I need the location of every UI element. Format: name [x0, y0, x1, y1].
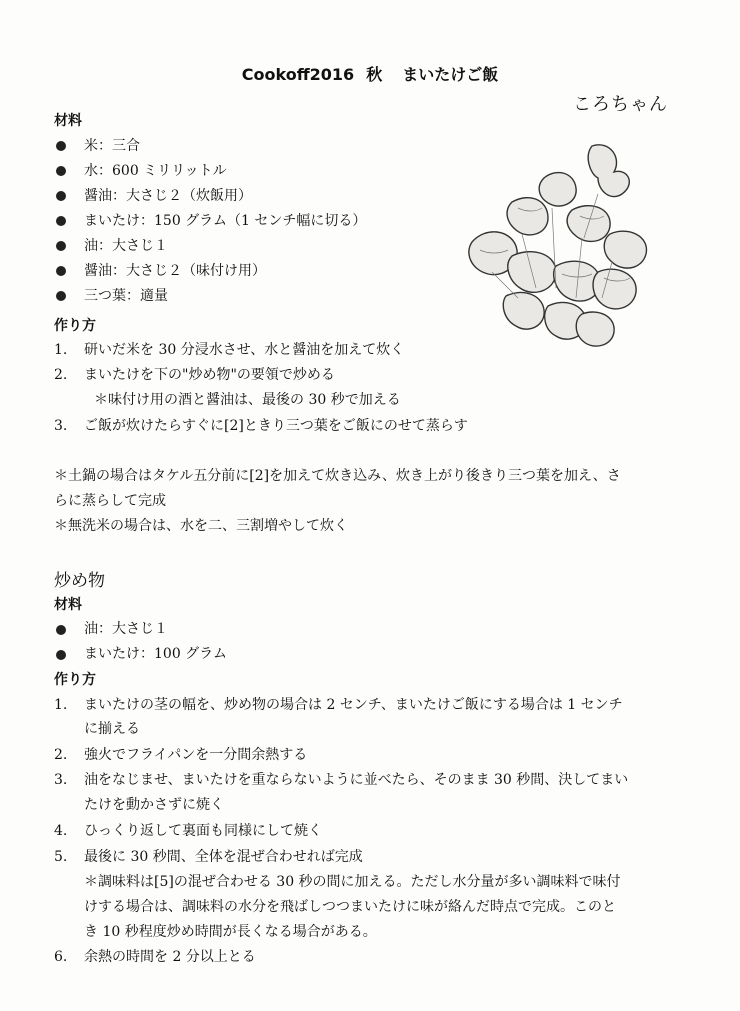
step-text: 油をなじませ、まいたけを重ならないように並べたら、そのまま 30 秒間、決してまい	[84, 772, 629, 788]
step-number: 3.	[54, 772, 68, 788]
step-number: 4.	[54, 823, 68, 839]
ingredient-item: 三つ葉：適量	[84, 288, 168, 304]
ingredients-heading: 材料	[54, 597, 82, 613]
step-text: まいたけを下の"炒め物"の要領で炒める	[84, 367, 335, 383]
step-text: 最後に 30 秒間、全体を混ぜ合わせれば完成	[84, 849, 363, 865]
step-number: 5.	[54, 849, 68, 865]
step-note: ＊調味料は[5]の混ぜ合わせる 30 秒の間に加える。ただし水分量が多い調味料で味付	[84, 874, 621, 890]
ingredient-item: まいたけ：100 グラム	[84, 646, 228, 662]
bullet-icon	[56, 141, 66, 151]
ingredient-item: まいたけ：150 グラム（1 センチ幅に切る）	[84, 213, 367, 229]
step-number: 1.	[54, 342, 68, 358]
bullet-icon	[56, 191, 66, 201]
note-line: ＊土鍋の場合はタケル五分前に[2]を加えて炊き込み、炊き上がり後きり三つ葉を加え、さ	[54, 468, 621, 484]
ingredient-item: 水：600 ミリリットル	[84, 163, 227, 179]
bullet-icon	[56, 650, 66, 660]
bullet-icon	[56, 166, 66, 176]
section-title: 炒め物	[54, 571, 105, 591]
step-note: き 10 秒程度炒め時間が長くなる場合がある。	[84, 924, 377, 940]
steps-heading: 作り方	[54, 318, 96, 334]
step-note: けする場合は、調味料の水分を飛ばしつつまいたけに味が絡んだ時点で完成。このと	[84, 899, 616, 915]
step-number: 6.	[54, 949, 68, 965]
ingredient-item: 油：大さじ１	[84, 621, 168, 637]
event-name: Cookoff2016	[241, 65, 355, 84]
step-number: 1.	[54, 697, 68, 713]
step-number: 2.	[54, 747, 68, 763]
maitake-mushroom-illustration	[452, 138, 674, 360]
maitake-cluster	[469, 145, 647, 346]
ingredient-item: 油：大さじ１	[84, 238, 168, 254]
step-text: まいたけの茎の幅を、炒め物の場合は 2 センチ、まいたけご飯にする場合は 1 センチ	[84, 697, 623, 713]
ingredient-item: 醤油：大さじ２（味付け用）	[84, 263, 266, 279]
note-line: ＊無洗米の場合は、水を二、三割増やして炊く	[54, 518, 348, 534]
season: 秋	[366, 65, 383, 84]
step-number: 3.	[54, 418, 68, 434]
steps-heading: 作り方	[54, 672, 96, 688]
step-text: 余熱の時間を 2 分以上とる	[84, 949, 256, 965]
dish-name: まいたけご飯	[402, 65, 499, 84]
ingredient-item: 米：三合	[84, 138, 140, 154]
page-title	[0, 62, 740, 85]
step-text: ご飯が炊けたらすぐに[2]ときり三つ葉をご飯にのせて蒸らす	[84, 418, 468, 434]
step-text: に揃える	[84, 721, 140, 737]
bullet-icon	[56, 266, 66, 276]
bullet-icon	[56, 216, 66, 226]
bullet-icon	[56, 241, 66, 251]
step-text: 研いだ米を 30 分浸水させ、水と醤油を加えて炊く	[84, 342, 405, 358]
step-text: ひっくり返して裏面も同様にして焼く	[84, 823, 322, 839]
bullet-icon	[56, 625, 66, 635]
step-note: ＊味付け用の酒と醤油は、最後の 30 秒で加える	[94, 392, 401, 408]
step-number: 2.	[54, 367, 68, 383]
author-name: ころちゃん	[573, 94, 668, 115]
bullet-icon	[56, 291, 66, 301]
ingredients-heading: 材料	[54, 113, 82, 129]
step-text: たけを動かさずに焼く	[84, 797, 224, 813]
step-text: 強火でフライパンを一分間余熱する	[84, 747, 308, 763]
note-line: らに蒸らして完成	[54, 493, 166, 509]
ingredient-item: 醤油：大さじ２（炊飯用）	[84, 188, 252, 204]
